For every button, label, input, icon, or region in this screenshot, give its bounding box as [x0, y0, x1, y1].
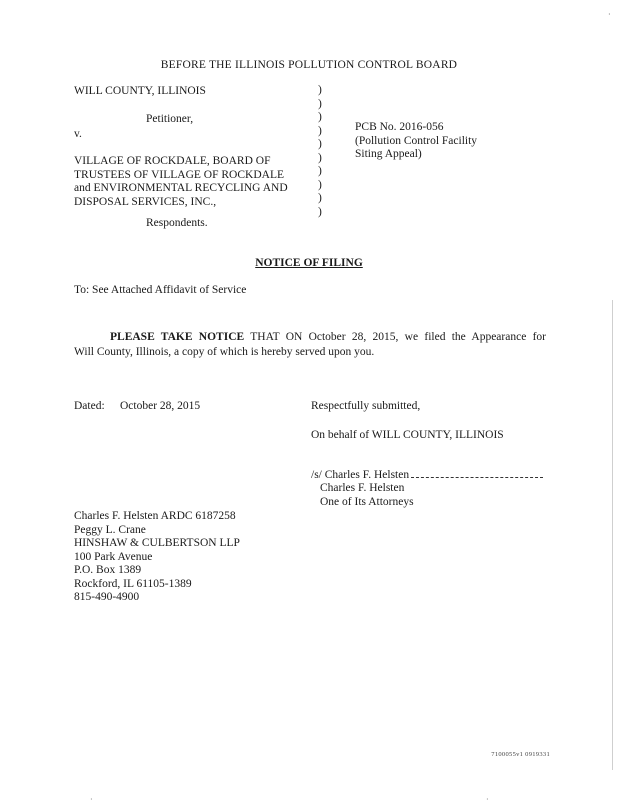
signature-line — [411, 467, 543, 478]
versus: v. — [74, 128, 82, 140]
paren: ) — [318, 97, 322, 110]
counsel-line: 100 Park Avenue — [74, 550, 153, 563]
counsel-line: Peggy L. Crane — [74, 523, 146, 536]
notice-text: THAT ON October 28, 2015, we filed the Appearance for — [244, 331, 546, 343]
paren: ) — [318, 151, 322, 164]
scan-artifact-mark: · — [608, 10, 611, 19]
petitioner-name: WILL COUNTY, ILLINOIS — [74, 85, 206, 97]
respondent-line: and ENVIRONMENTAL RECYCLING AND — [74, 182, 288, 194]
dated-label: Dated: — [74, 400, 105, 412]
counsel-line: Charles F. Helsten ARDC 6187258 — [74, 510, 236, 522]
paragraph-line-1 — [74, 330, 546, 345]
counsel-line: HINSHAW & CULBERTSON LLP — [74, 537, 240, 549]
respondent-role: Respondents. — [146, 217, 208, 229]
counsel-line: Rockford, IL 61105-1389 — [74, 577, 192, 590]
paragraph-line-2: Will County, Illinois, a copy of which is hereby served upon you. — [74, 345, 375, 358]
board-heading: BEFORE THE ILLINOIS POLLUTION CONTROL BOARD — [160, 59, 458, 71]
respondent-line: VILLAGE OF ROCKDALE, BOARD OF — [74, 155, 271, 167]
to-line: To: See Attached Affidavit of Service — [74, 284, 247, 296]
paren: ) — [318, 84, 322, 96]
attorney-role: One of Its Attorneys — [320, 496, 414, 508]
caption-parentheses — [318, 84, 322, 219]
notice-lead: PLEASE TAKE NOTICE — [110, 331, 245, 343]
respondent-line: TRUSTEES OF VILLAGE OF ROCKDALE — [74, 168, 284, 181]
case-type-line: Siting Appeal) — [355, 148, 422, 160]
case-number: PCB No. 2016-056 — [355, 121, 444, 133]
paren: ) — [318, 192, 322, 204]
document-code: 7100055v1 0919331 — [491, 751, 550, 758]
petitioner-role: Petitioner, — [146, 113, 194, 125]
respondent-names — [74, 155, 288, 209]
signature-text: /s/ Charles F. Helsten — [311, 469, 410, 481]
case-type-line: (Pollution Control Facility — [355, 134, 478, 147]
paren: ) — [318, 138, 322, 150]
counsel-block — [74, 510, 240, 605]
scan-speck: · — [486, 795, 489, 804]
paren: ) — [318, 111, 322, 123]
paren: ) — [318, 165, 322, 177]
notice-title: NOTICE OF FILING — [255, 257, 363, 269]
counsel-line: P.O. Box 1389 — [74, 564, 142, 576]
closing: Respectfully submitted, — [311, 400, 421, 412]
attorney-name: Charles F. Helsten — [320, 482, 405, 494]
notice-paragraph — [74, 330, 546, 359]
counsel-line: 815-490-4900 — [74, 591, 140, 603]
on-behalf: On behalf of WILL COUNTY, ILLINOIS — [311, 429, 504, 441]
respondent-line: DISPOSAL SERVICES, INC., — [74, 195, 217, 208]
paren: ) — [318, 205, 322, 218]
scan-margin-line — [612, 300, 613, 770]
paren: ) — [318, 178, 322, 191]
case-info — [355, 121, 477, 162]
dated-value: October 28, 2015 — [120, 400, 201, 412]
scan-speck: · — [90, 795, 93, 804]
electronic-signature — [311, 467, 543, 482]
paren: ) — [318, 124, 322, 137]
